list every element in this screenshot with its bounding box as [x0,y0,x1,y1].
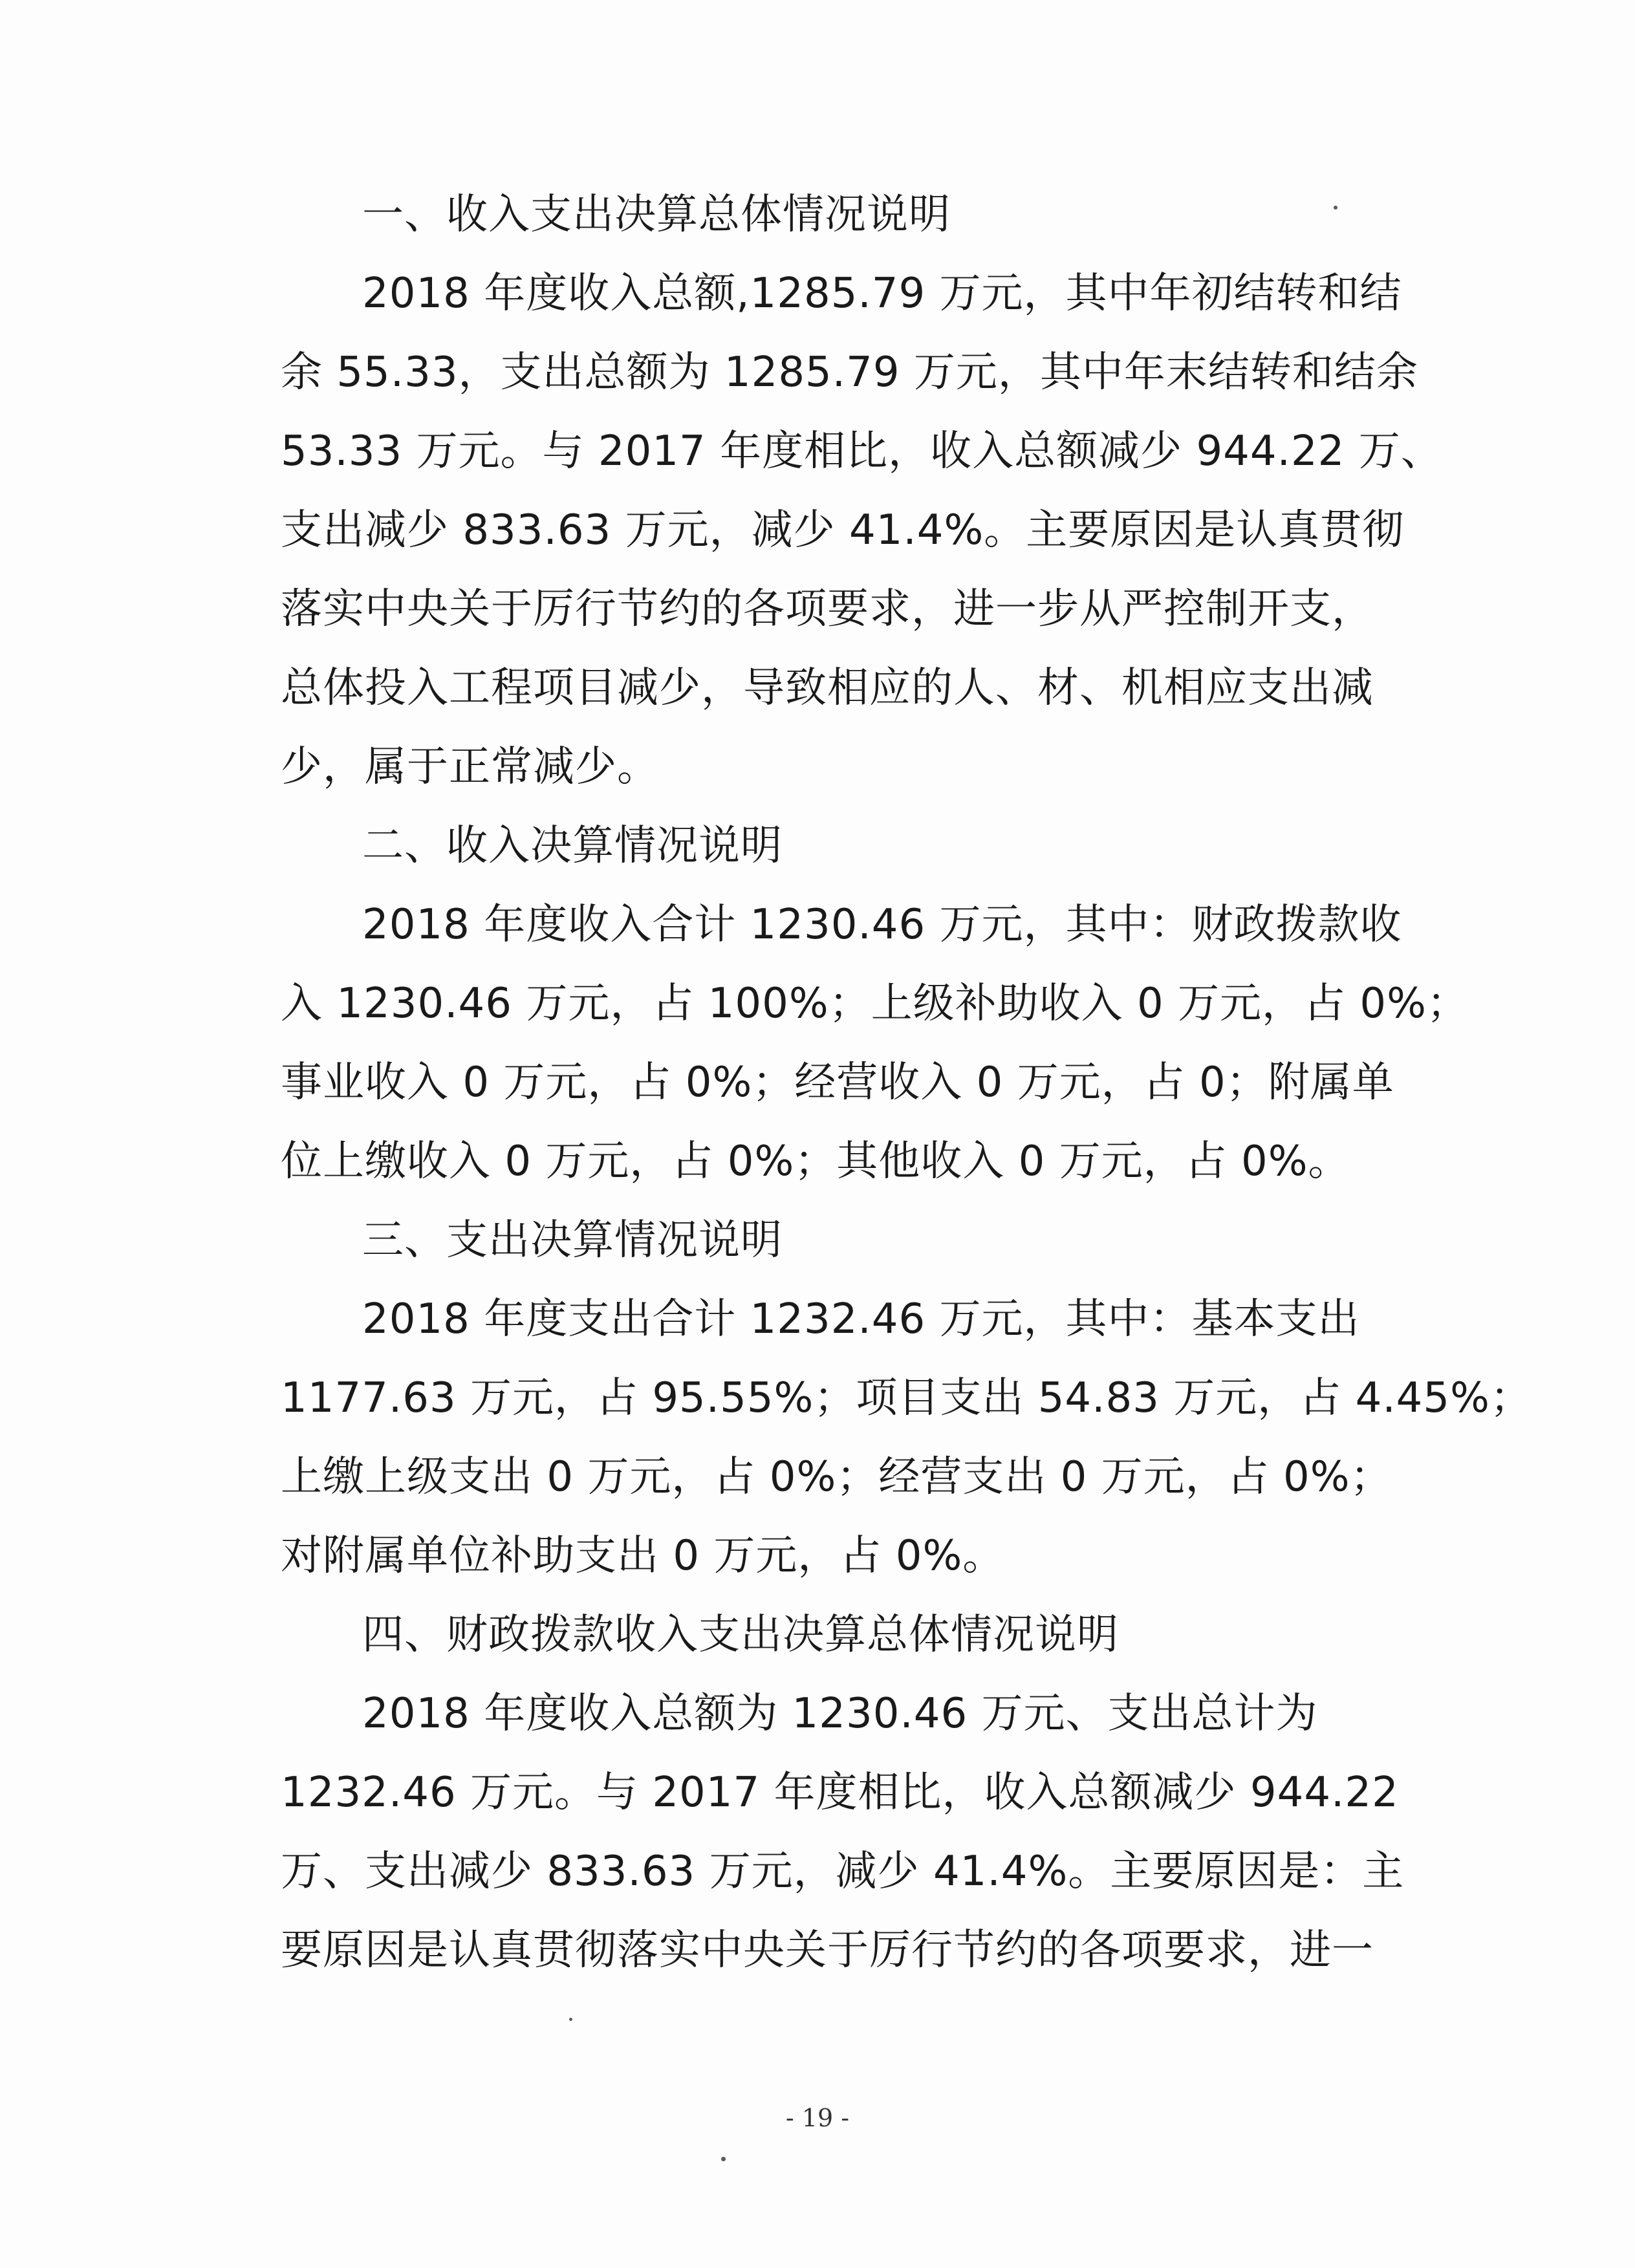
paragraph-line: 位上缴收入 0 万元，占 0%；其他收入 0 万元，占 0%。 [281,1138,1350,1185]
paragraph-line: 1177.63 万元，占 95.55%；项目支出 54.83 万元，占 4.45%； [281,1374,1532,1422]
paragraph-line: 上缴上级支出 0 万元，占 0%；经营支出 0 万元，占 0%； [281,1453,1392,1501]
paragraph-line: 2018 年度收入总额为 1230.46 万元、支出总计为 [362,1690,1318,1738]
paragraph-line: 事业收入 0 万元，占 0%；经营收入 0 万元，占 0；附属单 [281,1059,1394,1107]
paragraph-line: 2018 年度收入总额,1285.79 万元，其中年初结转和结 [362,270,1402,318]
section-heading-4: 四、财政拨款收入支出决算总体情况说明 [362,1611,1119,1659]
section-heading-2: 二、收入决算情况说明 [362,822,783,870]
paragraph-line: 余 55.33，支出总额为 1285.79 万元，其中年末结转和结余 [281,349,1418,396]
scan-speck [569,2018,572,2021]
paragraph-line: 1232.46 万元。与 2017 年度相比，收入总额减少 944.22 [281,1769,1399,1817]
paragraph-line: 支出减少 833.63 万元，减少 41.4%。主要原因是认真贯彻 [281,506,1405,554]
paragraph-line: 53.33 万元。与 2017 年度相比，收入总额减少 944.22 万、 [281,427,1443,475]
paragraph-line: 入 1230.46 万元，占 100%；上级补助收入 0 万元，占 0%； [281,980,1469,1028]
paragraph-line: 要原因是认真贯彻落实中央关于厉行节约的各项要求，进一 [281,1927,1374,1974]
section-heading-3: 三、支出决算情况说明 [362,1216,783,1264]
scan-speck [721,2157,726,2161]
paragraph-line: 万、支出减少 833.63 万元，减少 41.4%。主要原因是：主 [281,1848,1405,1895]
paragraph-line: 2018 年度支出合计 1232.46 万元，其中：基本支出 [362,1295,1360,1343]
paragraph-line: 少，属于正常减少。 [281,743,659,791]
paragraph-line: 落实中央关于厉行节约的各项要求，进一步从严控制开支， [281,585,1374,633]
section-heading-1: 一、收入支出决算总体情况说明 [362,191,951,239]
paragraph-line: 对附属单位补助支出 0 万元，占 0%。 [281,1532,1005,1580]
scan-speck [1334,206,1337,210]
page-number: - 19 - [785,2104,850,2132]
paragraph-line: 2018 年度收入合计 1230.46 万元，其中：财政拨款收 [362,901,1402,949]
paragraph-line: 总体投入工程项目减少，导致相应的人、材、机相应支出减 [281,664,1374,712]
